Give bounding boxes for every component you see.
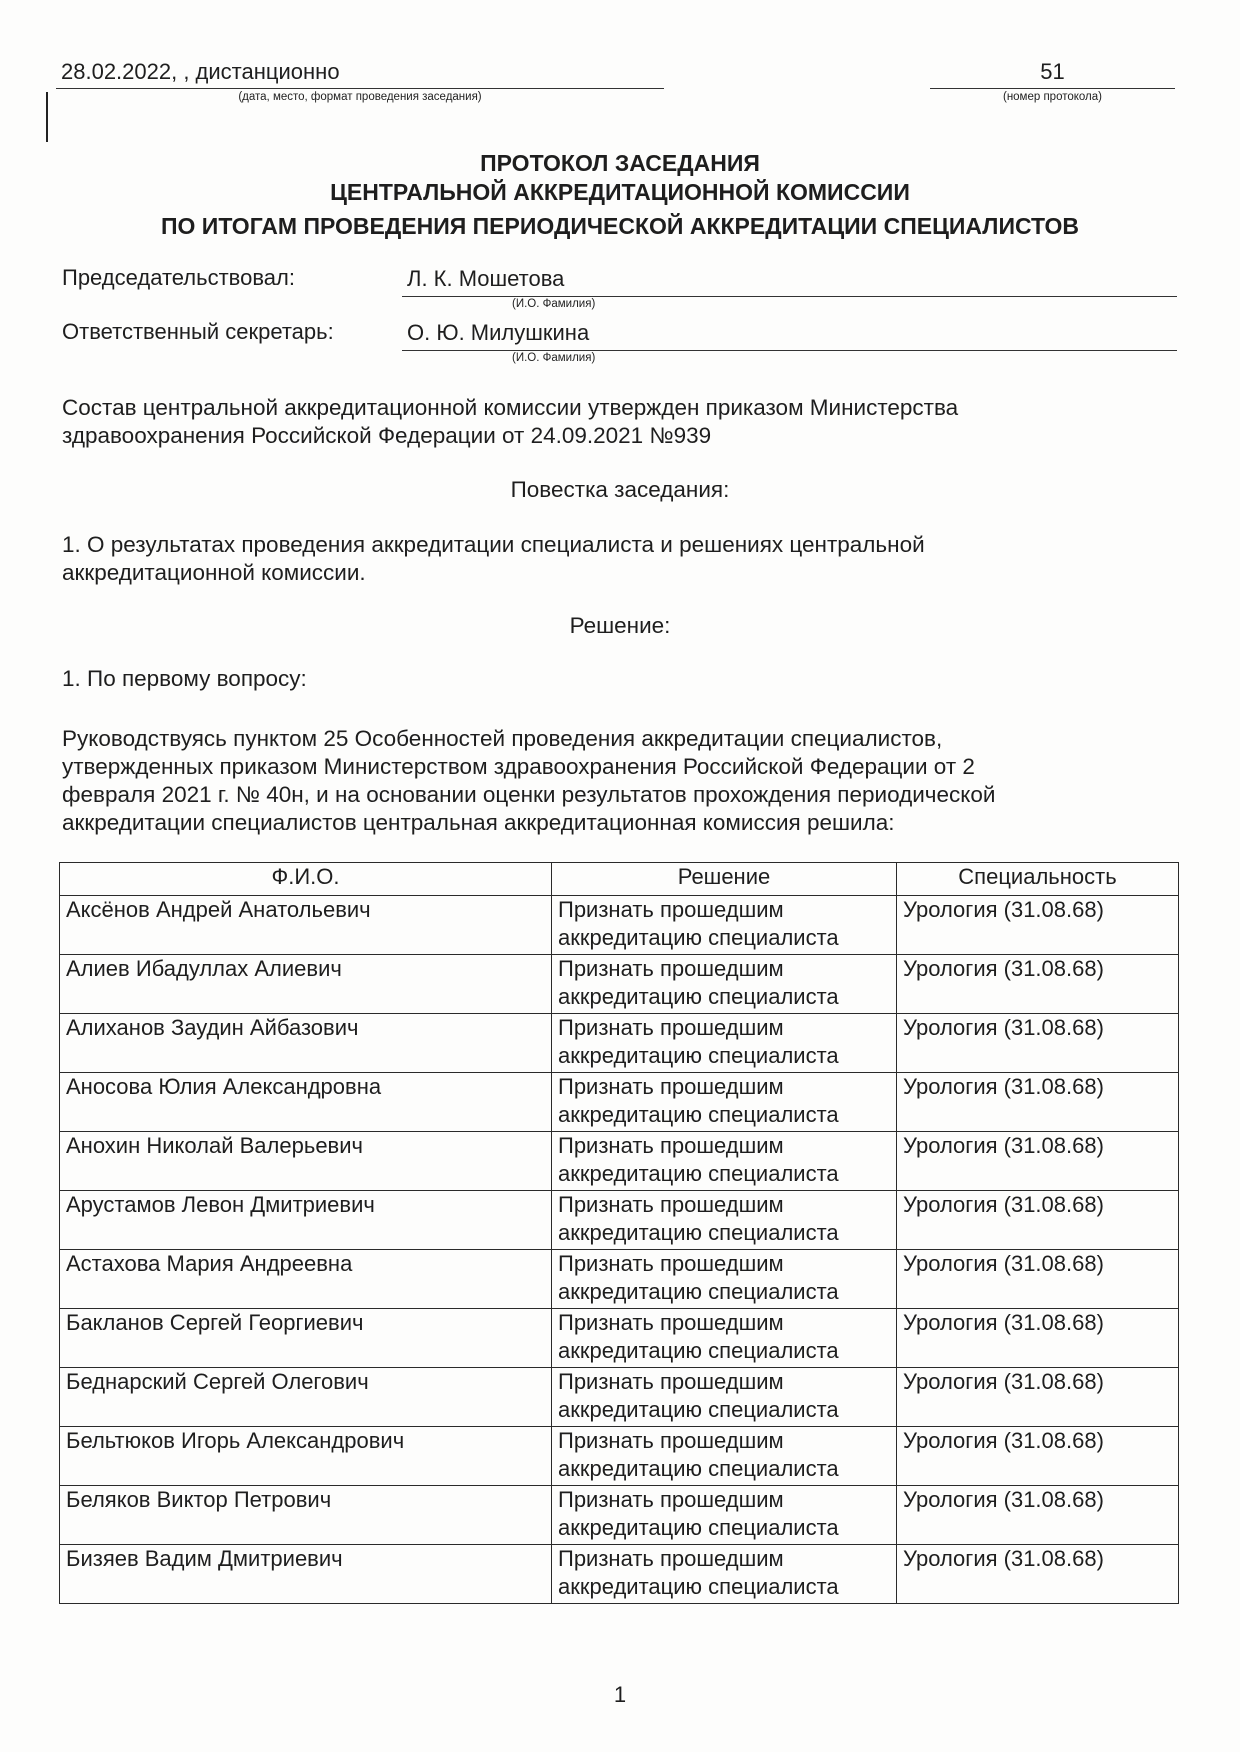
agenda-item-line1: 1. О результатах проведения аккредитации специалиста и решениях центральной xyxy=(62,532,925,557)
cell-fio: Бизяев Вадим Дмитриевич xyxy=(60,1545,552,1604)
protocol-number-field xyxy=(930,58,1175,89)
cell-specialty: Урология (31.08.68) xyxy=(897,1250,1179,1309)
table-row xyxy=(60,1368,1179,1427)
date-place-caption: (дата, место, формат проведения заседания) xyxy=(238,91,482,103)
decision-line2: аккредитацию специалиста xyxy=(558,1220,839,1245)
document-title-line2: ЦЕНТРАЛЬНОЙ АККРЕДИТАЦИОННОЙ КОМИССИИ xyxy=(330,179,910,205)
cell-decision xyxy=(552,1132,897,1191)
cell-fio: Аносова Юлия Александровна xyxy=(60,1073,552,1132)
table-header-row xyxy=(60,863,1179,896)
guidance-line3: февраля 2021 г. № 40н, и на основании оценки результатов прохождения периодической xyxy=(62,782,996,807)
cell-decision xyxy=(552,1368,897,1427)
cell-specialty: Урология (31.08.68) xyxy=(897,1368,1179,1427)
guidance-line1: Руководствуясь пунктом 25 Особенностей проведения аккредитации специалистов, xyxy=(62,726,943,751)
table-row xyxy=(60,955,1179,1014)
protocol-number-value: 51 xyxy=(1040,59,1065,84)
decision-line1: Признать прошедшим xyxy=(558,1133,784,1158)
decision-line1: Признать прошедшим xyxy=(558,956,784,981)
decision-line1: Признать прошедшим xyxy=(558,1251,784,1276)
secretary-name: О. Ю. Милушкина xyxy=(407,320,590,345)
cell-specialty: Урология (31.08.68) xyxy=(897,1545,1179,1604)
decision-line1: Признать прошедшим xyxy=(558,1192,784,1217)
decision-line2: аккредитацию специалиста xyxy=(558,1043,839,1068)
chair-name: Л. К. Мошетова xyxy=(407,266,565,291)
cell-fio: Астахова Мария Андреевна xyxy=(60,1250,552,1309)
decision-line2: аккредитацию специалиста xyxy=(558,1515,839,1540)
table-row xyxy=(60,1545,1179,1604)
decision-line1: Признать прошедшим xyxy=(558,1487,784,1512)
cell-specialty: Урология (31.08.68) xyxy=(897,1191,1179,1250)
secretary-field xyxy=(402,318,1177,351)
cell-fio: Бакланов Сергей Георгиевич xyxy=(60,1309,552,1368)
cell-specialty: Урология (31.08.68) xyxy=(897,1309,1179,1368)
cell-decision xyxy=(552,1014,897,1073)
date-place-value: 28.02.2022, , дистанционно xyxy=(61,59,340,84)
table-row xyxy=(60,1073,1179,1132)
decision-line2: аккредитацию специалиста xyxy=(558,1279,839,1304)
cell-decision xyxy=(552,1427,897,1486)
decision-line1: Признать прошедшим xyxy=(558,1310,784,1335)
cell-specialty: Урология (31.08.68) xyxy=(897,1073,1179,1132)
cell-decision xyxy=(552,1309,897,1368)
decision-line2: аккредитацию специалиста xyxy=(558,1456,839,1481)
table-row xyxy=(60,1427,1179,1486)
decision-line2: аккредитацию специалиста xyxy=(558,1102,839,1127)
decision-line2: аккредитацию специалиста xyxy=(558,1161,839,1186)
cell-fio: Беляков Виктор Петрович xyxy=(60,1486,552,1545)
header-specialty: Специальность xyxy=(897,863,1179,896)
cell-fio: Алиев Ибадуллах Алиевич xyxy=(60,955,552,1014)
chair-caption: (И.О. Фамилия) xyxy=(512,298,596,310)
cell-fio: Аксёнов Андрей Анатольевич xyxy=(60,896,552,955)
first-question: 1. По первому вопросу: xyxy=(62,666,307,691)
cell-decision xyxy=(552,1545,897,1604)
decision-line1: Признать прошедшим xyxy=(558,897,784,922)
date-place-field xyxy=(56,58,664,89)
table-row xyxy=(60,1132,1179,1191)
table-row xyxy=(60,1014,1179,1073)
secretary-label: Ответственный секретарь: xyxy=(62,319,334,344)
header-decision: Решение xyxy=(552,863,897,896)
agenda-item-line2: аккредитационной комиссии. xyxy=(62,560,366,585)
decision-line2: аккредитацию специалиста xyxy=(558,1574,839,1599)
cell-fio: Арустамов Левон Дмитриевич xyxy=(60,1191,552,1250)
cell-decision xyxy=(552,1486,897,1545)
chair-field xyxy=(402,264,1177,297)
cell-specialty: Урология (31.08.68) xyxy=(897,1132,1179,1191)
decision-line2: аккредитацию специалиста xyxy=(558,925,839,950)
cell-specialty: Урология (31.08.68) xyxy=(897,955,1179,1014)
cell-fio: Алиханов Заудин Айбазович xyxy=(60,1014,552,1073)
cell-decision xyxy=(552,1073,897,1132)
chair-label: Председательствовал: xyxy=(62,265,295,290)
cell-specialty: Урология (31.08.68) xyxy=(897,1014,1179,1073)
document-title-line1: ПРОТОКОЛ ЗАСЕДАНИЯ xyxy=(480,150,760,176)
decision-heading: Решение: xyxy=(569,613,671,638)
secretary-caption: (И.О. Фамилия) xyxy=(512,352,596,364)
scan-mark xyxy=(46,92,48,142)
table-row xyxy=(60,1191,1179,1250)
protocol-number-caption: (номер протокола) xyxy=(1002,91,1102,103)
agenda-heading: Повестка заседания: xyxy=(510,477,730,502)
decision-line1: Признать прошедшим xyxy=(558,1428,784,1453)
decision-line1: Признать прошедшим xyxy=(558,1074,784,1099)
cell-specialty: Урология (31.08.68) xyxy=(897,1486,1179,1545)
decision-line1: Признать прошедшим xyxy=(558,1369,784,1394)
table-row xyxy=(60,1250,1179,1309)
decision-line2: аккредитацию специалиста xyxy=(558,1397,839,1422)
table-row xyxy=(60,1309,1179,1368)
page-number: 1 xyxy=(613,1682,627,1707)
composition-line1: Состав центральной аккредитационной комиссии утвержден приказом Министерства xyxy=(62,395,959,420)
cell-decision xyxy=(552,896,897,955)
results-table xyxy=(59,862,1179,1604)
decision-line2: аккредитацию специалиста xyxy=(558,984,839,1009)
cell-decision xyxy=(552,1250,897,1309)
decision-line2: аккредитацию специалиста xyxy=(558,1338,839,1363)
header-fio: Ф.И.О. xyxy=(60,863,552,896)
cell-decision xyxy=(552,1191,897,1250)
guidance-line2: утвержденных приказом Министерством здравоохранения Российской Федерации от 2 xyxy=(62,754,975,779)
cell-decision xyxy=(552,955,897,1014)
cell-specialty: Урология (31.08.68) xyxy=(897,1427,1179,1486)
decision-line1: Признать прошедшим xyxy=(558,1015,784,1040)
table-row xyxy=(60,896,1179,955)
cell-fio: Бельтюков Игорь Александрович xyxy=(60,1427,552,1486)
cell-fio: Беднарский Сергей Олегович xyxy=(60,1368,552,1427)
decision-line1: Признать прошедшим xyxy=(558,1546,784,1571)
table-row xyxy=(60,1486,1179,1545)
cell-fio: Анохин Николай Валерьевич xyxy=(60,1132,552,1191)
guidance-line4: аккредитации специалистов центральная аккредитационная комиссия решила: xyxy=(62,810,895,835)
composition-line2: здравоохранения Российской Федерации от 24.09.2021 №939 xyxy=(62,423,712,448)
cell-specialty: Урология (31.08.68) xyxy=(897,896,1179,955)
document-title-line3: ПО ИТОГАМ ПРОВЕДЕНИЯ ПЕРИОДИЧЕСКОЙ АККРЕДИТАЦИИ СПЕЦИАЛИСТОВ xyxy=(160,213,1079,239)
